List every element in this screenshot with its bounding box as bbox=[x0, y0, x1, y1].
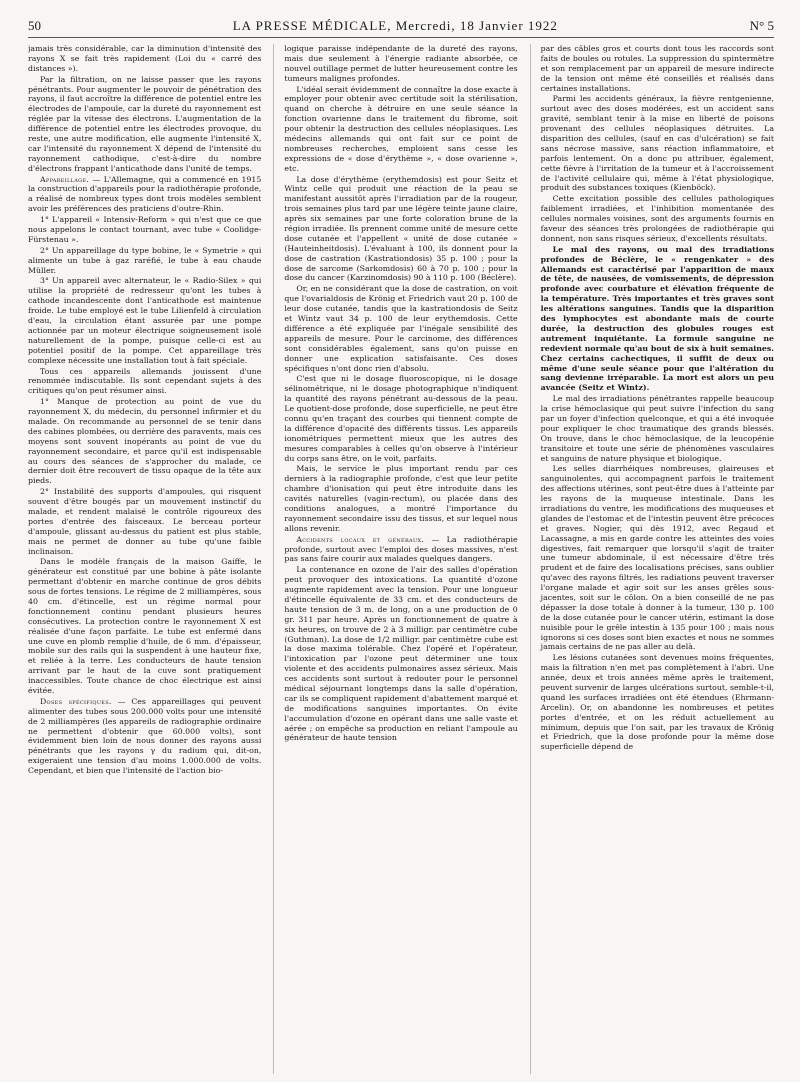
paragraph bbox=[284, 284, 517, 373]
paragraph-text: Les lésions cutanées sont devenues moins fréquentes, mais la filtration n'en met pas complètement à l'abri. Une année, deux et trois années même après le traitement, peuvent survenir de larges ulcérations surtout, semble-t-il, quand les surfaces irradiées ont été étendues (Ehrmann-Arcelin). Or, on abandonne les nombreuses et petites portes d'entrée, et on les réduit actuellement au minimum, depuis que l'on sait, par les travaux de Krönig et Friedrich, que la dose profonde pour la même dose superficielle dépend de bbox=[540, 653, 774, 752]
section-heading: Appareillage. bbox=[40, 174, 90, 184]
page-number: 50 bbox=[28, 18, 41, 33]
paragraph-text: jamais très considérable, car la diminution d'intensité des rayons X se fait très rapidement (Loi du « carré des distances »). bbox=[28, 44, 262, 73]
paragraph bbox=[284, 535, 517, 565]
paragraph-text: Or, en ne considérant que la dose de castration, on voit que l'ovarialdosis de Krönig et Friedrich vaut 20 p. 100 de leur dose cutanée, tandis que la kastrationdosis de Seitz et Wintz vaut 34 p. 100 de leur erythemdosis. Cette différence a été expliquée par l'inégale sensibilité des appareils de mesure. Pour le carcinome, des différences sont considérables également, sans qu'on puisse en donner une explication satisfaisante. Ces doses spécifiques n'ont donc rien d'absolu. bbox=[284, 284, 518, 373]
paragraph-text: 1° Manque de protection au point de vue du rayonnement X, du médecin, du personnel infirmier et du malade. On recommande au personnel de se tenir dans des cabines plombées, ou derrière des paravents, mais ces moyens sont souvent inopérants au point de vue du rayonnement secondaire, et parce qu'il est indispensable au cours des séances de s'approcher du malade, ce dernier doit être recouvert de tissu opaque de la tête aux pieds. bbox=[28, 397, 262, 486]
paragraph bbox=[284, 85, 517, 174]
paragraph-text: Le mal des irradiations pénétrantes rappelle beaucoup la crise hémoclasique qui peut suivre l'infection du sang par un foyer d'infection quelconque, et qui a été invoquée pour expliquer le choc traumatique des grands blessés. On trouve, dans le choc hémoclasique, de la leucopénie transitoire et toute une série de phénomènes vasculaires et sanguins de nature physique et biologique. bbox=[540, 394, 774, 463]
paragraph-text: — L'Allemagne, qui a commencé en 1915 la construction d'appareils pour la radiothérapie profonde, a réalisé de nombreux types dont trois modèles semblent avoir les préférences des praticiens d'outre-Rhin. bbox=[28, 174, 262, 214]
journal-title: LA PRESSE MÉDICALE, Mercredi, 18 Janvier 1922 bbox=[232, 18, 558, 33]
paragraph bbox=[541, 94, 774, 193]
paragraph-text: Tous ces appareils allemands jouissent d'une renommée indiscutable. Ils sont cependant sujets à des critiques qu'on peut résumer ainsi. bbox=[28, 366, 262, 396]
paragraph bbox=[28, 397, 261, 486]
section-heading: Accidents locaux et généraux. bbox=[296, 534, 425, 544]
page-header bbox=[28, 18, 774, 38]
paragraph bbox=[284, 175, 517, 284]
paragraph-text: La dose d'érythème (erythemdosis) est pour Seitz et Wintz celle qui produit une réaction de la peau se manifestant aussitôt après l'irradiation par de la rougeur, trois semaines plus tard par une légère teinte jaune claire, après six semaines par une forte coloration brune de la région irradiée. Ils prennent comme unité de mesure cette dose cutanée et l'appellent « unité de dose cutanée » (Hauteinheitdosis). L'évaluant à 100, ils donnent pour la dose de castration (Kastrationdosis) 35 p. 100 ; pour la dose de sarcome (Sarkomdosis) 60 à 70 p. 100 ; pour la dose du cancer (Karzinomdosis) 90 à 110 p. 100 (Béclère). bbox=[284, 174, 518, 283]
text-column-1 bbox=[28, 44, 261, 1074]
paragraph bbox=[541, 245, 774, 393]
paragraph bbox=[28, 367, 261, 397]
paragraph bbox=[28, 246, 261, 276]
paragraph-text: C'est que ni le dosage fluoroscopique, ni le dosage sélinométrique, ni le dosage photographique n'indiquent la quantité des rayons pénétrant au-dessous de la peau. Le quotient-dose profonde, dose superficielle, ne peut être connu qu'en traçant des courbes qui tiennent compte de la différence d'opacité des différents tissus. Les appareils ionométriques permettent mieux que les autres des mesures comparables à celles qu'on observe à l'intérieur du corps sans être, on le voit, parfaits. bbox=[284, 374, 518, 463]
article-columns bbox=[28, 44, 774, 1074]
paragraph-text: La contenance en ozone de l'air des salles d'opération peut provoquer des intoxications. La quantité d'ozone augmente rapidement avec la tension. Pour une longueur d'étincelle équivalente de 33 cm. et des conducteurs de haute tension de 3 m. de long, on a une production de 0 gr. 311 par heure. Après un fonctionnement de quatre à six heures, on trouve de 2 à 3 milligr. par centimètre cube (Guthman). La dose de 1/2 milligr. par centimètre cube est la dose maxima tolérable. Chez l'opéré et l'opérateur, l'intoxication par l'ozone peut déterminer une toux violente et des accidents pulmonaires assez sérieux. Mais ces accidents sont surtout à redouter pour le personnel médical séjournant longtemps dans la salle d'opération, car ils se compliquent rapidement d'abattement marqué et de modifications sanguines importantes. On évite l'accumulation d'ozone en opérant dans une salle vaste et aérée ; on empêche sa production en reliant l'ampoule au générateur de haute tension bbox=[284, 565, 518, 743]
paragraph-text: 2° Instabilité des supports d'ampoules, qui risquent souvent d'être bougés par un mouvement instinctif du malade, et rendent malaisé le contrôle rigoureux des portes d'entrée des faisceaux. Le berceau porteur d'ampoule, glissant au-dessus du patient est plus stable, mais ne permet de donner au tube qu'une faible inclinaison. bbox=[28, 487, 262, 556]
paragraph bbox=[28, 697, 261, 776]
paragraph bbox=[28, 276, 261, 365]
paragraph bbox=[28, 557, 261, 695]
paragraph-text: par des câbles gros et courts dont tous les raccords sont faits de boules ou rotules. La suppression du spintermètre et son remplacement par un appareil de mesure indirecte de la tension ont même été conseillés et réalisés dans certaines installations. bbox=[540, 44, 774, 93]
paragraph-text: Parmi les accidents généraux, la fièvre rentgenienne, surtout avec des doses modérées, est un accident sans gravité, semblant tenir à la mise en liberté de poisons provenant des cellules néoplasiques détruites. La disparition des cellules, (sauf en cas d'ulcération) se fait sans nécrose massive, sans réaction inflammatoire, et parfois lentement. On a donc pu attribuer, également, cette fièvre à l'irritation de la tumeur et à l'accroissement de l'activité cellulaire qui, même à l'état physiologique, produit des substances toxiques (Kienböck). bbox=[540, 94, 774, 193]
paragraph-text: 2° Un appareillage du type bobine, le « Symetrie » qui alimente un tube à gaz raréfié, le tube à eau chaude Müller. bbox=[28, 245, 262, 275]
paragraph-text: Les selles diarrhéiques nombreuses, glaireuses et sanguinolentes, qui accompagnent parfois le traitement des affections utérines, sont peut-être dues à l'atteinte par les rayons de la muqueuse intestinale. Dans les irradiations du ventre, les modifications des muqueuses et glandes de l'estomac et de l'intestin peuvent être précoces et graves. Nogier, qui dès 1912, avec Regaud et Lacassagne, a mis en garde contre les atteintes des voies digestives, fait remarquer que lorsqu'il s'agit de traiter une tumeur abdominale, il est nécessaire d'être très prudent et de faire des localisations précises, sans oublier qu'avec des rayons filtrés, les radiations peuvent traverser l'organe malade et agir soit sur les anses grêles sous-jacentes, soit sur le côlon. On a bien conseillé de ne pas dépasser la dose totale à donner à la tumeur, 130 p. 100 de la dose cutanée pour le cancer utérin, estimant la dose nuisible pour le grêle intestin à 135 pour 100 ; mais nous ignorons si ces doses sont bien exactes et nous ne sommes jamais certains de ne pas aller au delà. bbox=[540, 464, 774, 652]
paragraph-text: Dans le modèle français de la maison Gaiffe, le générateur est constitué par une bobine à pâte isolante permettant d'obtenir en marche continue de gros débits sous de fortes tensions. Le régime de 2 milliampères, sous 40 cm. d'étincelle, est un régime normal pour fonctionnement continu pendant plusieurs heures consécutives. La protection contre le rayonnement X est réalisée d'une façon parfaite. Le tube est enfermé dans une cuve en plomb remplie d'huile, de 6 mm. d'épaisseur, mobile sur des rails qui la suspendent à une hauteur fixe, et reliée à la terre. Les conducteurs de haute tension arrivant par le haut de la cuve sont pratiquement inaccessibles. Toute chance de choc électrique est ainsi évitée. bbox=[28, 557, 262, 695]
paragraph bbox=[541, 394, 774, 463]
paragraph bbox=[28, 487, 261, 556]
paragraph bbox=[284, 374, 517, 463]
paragraph-text: Le mal des rayons, ou mal des irradiations profondes de Béclère, le « rengenkater » des Allemands est caractérisé par l'apparition de maux de tête, de nausées, de vomissements, de dépression profonde avec courbature et élévation fréquente de la température. Très importantes et très graves sont les altérations sanguines. Tandis que la disparition des lymphocytes est abondante mais de courte durée, la destruction des globules rouges est autrement inquiétante. La formule sanguine ne redevient normale qu'au bout de six à huit semaines. Chez certains cachectiques, il suffit de deux ou même d'une seule séance pour que l'altération du sang devienne irréparable. La mort est alors un peu avancée (Seitz et Wintz). bbox=[540, 244, 774, 393]
issue-number: N° 5 bbox=[749, 18, 774, 33]
paragraph-text: Mais, le service le plus important rendu par ces derniers à la radiographie profonde, c'est que leur petite chambre d'ionisation qui peut être introduite dans les cavités naturelles (vagin-rectum), ou placée dans des conditions analogues, a montré l'importance du rayonnement secondaire issu des tissus, et sur lequel nous allons revenir. bbox=[284, 464, 518, 533]
paragraph-text: — Ces appareillages qui peuvent alimenter des tubes sous 200.000 volts pour une intensité de 2 milliampères (les appareils de radiographie ordinaire ne permettent d'obtenir que 60.000 volts), sont évidemment bien loin de nous donner des rayons aussi pénétrants que les rayons γ du radium qui, dit-on, exigeraient une tension d'au moins 1.000.000 de volts. Cependant, et bien que l'intensité de l'action bio- bbox=[28, 696, 262, 776]
text-column-3 bbox=[530, 44, 774, 1074]
paragraph-text: 3° Un appareil avec alternateur, le « Radio-Silex » qui utilise la propriété de redresseur qu'ont les tubes à cathode incandescente dont l'anticathode est maintenue froide. Le tube employé est le tube Lilienfeld à circulation d'eau, la circulation étant assurée par une pompe actionnée par un moteur électrique soigneusement isolé naturellement de la pompe, puisque celle-ci est au potentiel positif de la pompe. Cet appareillage très complexe nécessite une installation tout à fait spéciale. bbox=[28, 276, 262, 365]
paragraph bbox=[28, 75, 261, 174]
paragraph-text: logique paraisse indépendante de la dureté des rayons, mais due seulement à l'énergie radiante absorbée, ce nouvel outillage permet de lutter heureusement contre les tumeurs malignes profondes. bbox=[284, 44, 518, 83]
paragraph-text: 1° L'appareil « Intensiv-Reform » qui n'est que ce que nous appelons le contact tournant, avec tube « Coolidge-Fürstenau ». bbox=[28, 215, 262, 244]
paragraph-text: — La radiothérapie profonde, surtout avec l'emploi des doses massives, n'est pas sans faire courir aux malades quelques dangers. bbox=[284, 534, 518, 564]
paragraph bbox=[28, 175, 261, 215]
paragraph bbox=[541, 464, 774, 652]
text-column-2 bbox=[273, 44, 517, 1074]
paragraph bbox=[541, 194, 774, 243]
paragraph bbox=[284, 464, 517, 533]
paragraph-text: Par la filtration, on ne laisse passer que les rayons pénétrants. Pour augmenter le pouvoir de pénétration des rayons, il faut accroître la différence de potentiel entre les électrodes de l'ampoule, car la dureté du rayonnement est réglée par la vitesse des électrons. L'augmentation de la différence de potentiel entre les électrodes provoque, du reste, une autre modification, elle augmente l'intensité X, car l'intensité du rayonnement X dépend de l'intensité du rayonnement cathodique, c'est-à-dire du nombre d'électrons frappant l'anticathode dans l'unité de temps. bbox=[28, 74, 262, 173]
paragraph-text: L'idéal serait évidemment de connaître la dose exacte à employer pour obtenir avec certitude soit la stérilisation, quand on cherche à détruire en une seule séance la fonction ovarienne dans le traitement du fibrome, soit pour obtenir la destruction des cellules néoplasiques. Les médecins allemands qui ont fait sur ce point de nombreuses recherches, emploient sans cesse les expressions de « dose d'érythème », « dose ovarienne », etc. bbox=[284, 84, 518, 173]
section-heading: Doses spécifiques. bbox=[40, 696, 112, 706]
paragraph bbox=[541, 44, 774, 93]
paragraph bbox=[284, 44, 517, 84]
paragraph-text: Cette excitation possible des cellules pathologiques faiblement irradiées, et l'inhibition momentanée des cellules normales voisines, sont des arguments fournis en faveur des séances très prolongées de radiothérapie qui donnent, non sans risques sérieux, d'excellents résultats. bbox=[540, 194, 774, 243]
paragraph bbox=[541, 653, 774, 752]
paragraph bbox=[284, 565, 517, 743]
paragraph bbox=[28, 215, 261, 245]
paragraph bbox=[28, 44, 261, 74]
